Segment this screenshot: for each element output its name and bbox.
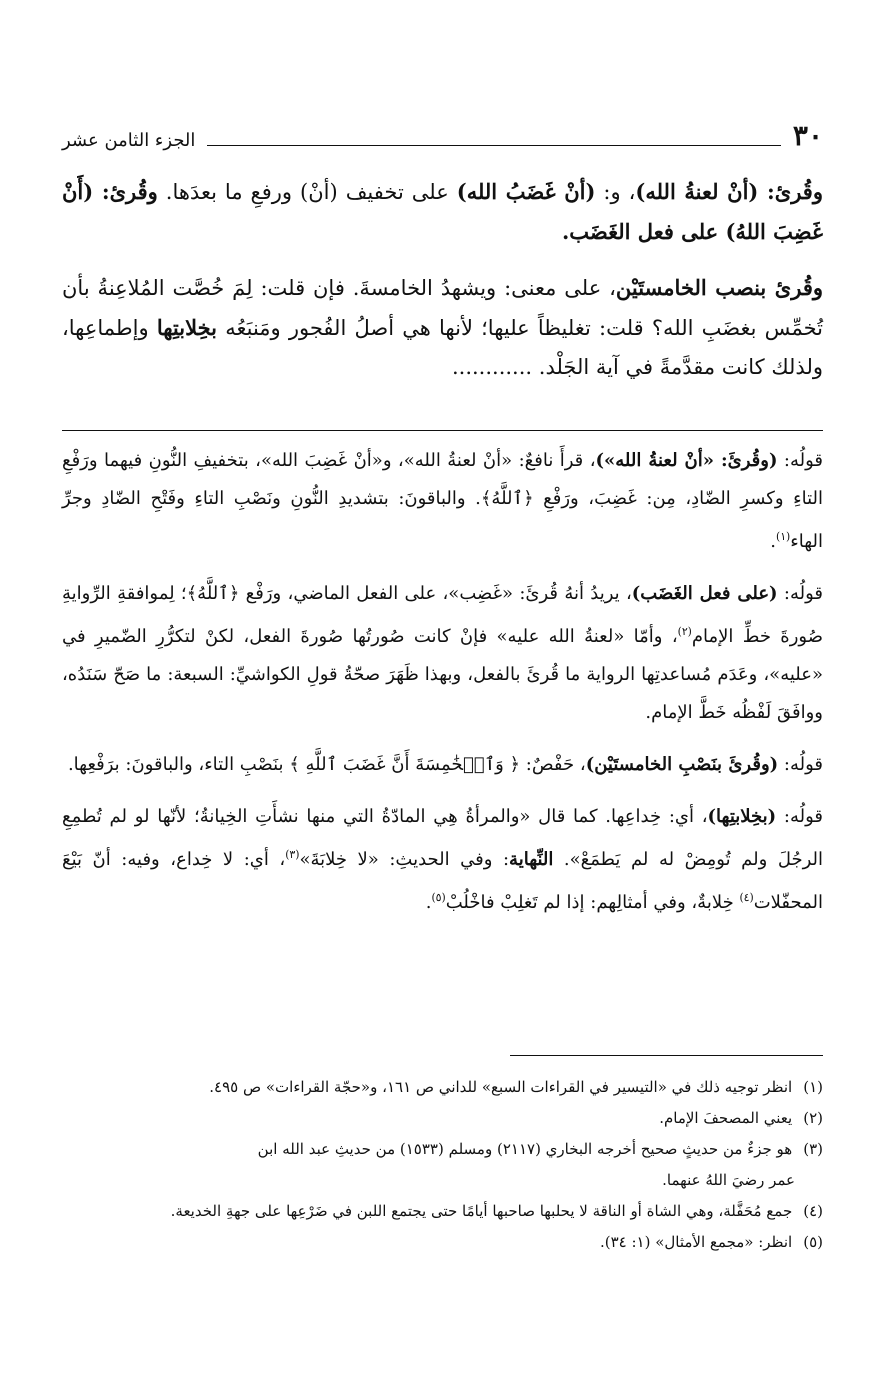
footnote-marker[interactable]: (٣) (285, 848, 300, 861)
bold-phrase: بخِلابتِها (156, 315, 218, 340)
footnote-text: يعني المصحفَ الإمام. (659, 1109, 793, 1127)
text-run: قولُه: (777, 450, 823, 471)
bold-phrase: (وقُرئَ: «أنْ لعنةُ الله») (595, 450, 778, 471)
footnote-number: (١) (803, 1078, 823, 1096)
text-run: قولُه: (776, 806, 823, 827)
text-run: ، و: (595, 180, 636, 204)
footnote-continuation (62, 1165, 823, 1196)
footnote (62, 1072, 823, 1103)
text-run: . (425, 892, 432, 913)
text-run: ، أي: لا خِداع، وفيه: أنّ بَيْعَ المحفّلات (62, 849, 823, 913)
commentary-paragraph (62, 746, 823, 784)
footnote-divider (510, 1055, 823, 1056)
text-run: ، قرأَ نافعٌ: «أنْ لعنةُ الله»، و«أنْ غَضِبَ الله»، بتخفيفِ النُّونِ فيهما ورَفْعِ التاءِ وكسرِ الضّادِ، مِن: غَضِبَ، ورَفْعِ ﴿ٱللَّهُ﴾. والباقونَ: بتشديدِ النُّونِ ونَصْبِ التاءِ وفَتْحِ الضّادِ وجرِّ الهاء (62, 450, 823, 552)
text-run: قولُه: (777, 583, 823, 604)
text-run: : وفي الحديثِ: «لا خِلابَةَ» (299, 849, 510, 870)
bold-phrase: وقُرئ: (758, 179, 823, 204)
bold-phrase: النِّهاية (509, 849, 554, 870)
bold-phrase: (أنْ غَضَبُ الله) (456, 179, 596, 204)
text-run: ، أي: خِداعِها. كما قال «والمرأةُ هِي المادّةُ التي منها نشأَتِ الخِيانةُ؛ لأنّها لو لم تُطمِعِ الرجُلَ ولم تُومِضْ له لم يَطمَعْ». (62, 806, 823, 870)
footnote-text: عمر رضيَ اللهُ عنهما. (662, 1171, 795, 1189)
text-commentary-divider (62, 430, 823, 431)
bold-phrase: (بخِلابتِها) (707, 806, 777, 827)
running-title: الجزء الثامن عشر (62, 130, 196, 151)
footnote (62, 1227, 823, 1258)
bold-phrase: (وقُرئَ بنَصْبِ الخامستَيْن) (585, 754, 779, 775)
text-run: قولُه: (778, 754, 823, 775)
bold-phrase: وقُرئ: (أَنْ غَضِبَ اللهُ) على فعل الغَضَب. (62, 179, 823, 244)
main-paragraph (62, 172, 823, 252)
bold-phrase: وقُرئ بنصب الخامستَيْن (615, 275, 824, 300)
footnote-text: جمع مُحَفَّلة، وهي الشاة أو الناقة لا يحلبها صاحبها أيامًا حتى يجتمع اللبن في ضَرْعِها على جهةِ الخديعة. (170, 1202, 793, 1220)
commentary-paragraph (62, 442, 823, 561)
bold-phrase: (على فعل الغَضَب) (631, 583, 778, 604)
footnote-text: هو جزءٌ من حديثٍ صحيح أخرجه البخاري (٢١١٧) ومسلم (١٥٣٣) من حديثِ عبد الله ابن (257, 1140, 793, 1158)
main-paragraph (62, 268, 823, 387)
header-rule (207, 145, 781, 146)
footnote-number: (٥) (803, 1233, 823, 1251)
main-text (62, 172, 823, 387)
text-run: وإطماعِها، ولذلك كانت مقدَّمةً في آية الجَلْد. (62, 316, 823, 379)
text-run: . (770, 531, 777, 552)
footnote-marker[interactable]: (٢) (677, 625, 692, 638)
commentary-paragraph (62, 575, 823, 732)
footnote (62, 1134, 823, 1165)
footnote-text: انظر توجيه ذلك في «التيسير في القراءات السبع» للداني ص ١٦١، و«حجّة القراءات» ص ٤٩٥. (209, 1078, 793, 1096)
text-run: ، وأمّا «لعنةُ الله عليه» فإنْ كانت صُورتُها صُورةَ الفعل، لكنْ لتكرُّرِ الضّميرِ في «عليه»، وعَدَم مُساعدتِها الرواية ما قُرئَ بالفعل، وبهذا ظَهَرَ صحّةُ قولِ الكواشيِّ: السبعة: ما صَحّ سَنَدُه، ووافَقَ لَفْظُه خَطَّ الإمام. (62, 626, 823, 723)
text-run: ، حَفْصٌ: ﴿ وَٱلۡخَٰمِسَةَ أَنَّ غَضَبَ ٱللَّهِ ﴾ بنَصْبِ التاء، والباقونَ: برَفْعِها. (67, 754, 586, 775)
footnote-number: (٤) (803, 1202, 823, 1220)
footnote-marker[interactable]: (٤) (739, 891, 754, 904)
footnote (62, 1103, 823, 1134)
page-header (62, 112, 823, 152)
footnote (62, 1196, 823, 1227)
commentary-paragraph (62, 798, 823, 922)
page-number: ٣٠ (792, 119, 823, 152)
text-run: خِلابةٌ، وفي أمثالِهم: إذا لم تَغلِبْ فاخْلُبْ (445, 892, 740, 913)
footnote-text: انظر: «مجمع الأمثال» (١: ٣٤). (599, 1233, 793, 1251)
text-run: على تخفيف (أنْ) ورفعِ ما بعدَها. (157, 180, 457, 204)
text-run: ، يريدُ أنهُ قُرئَ: «غَضِب»، على الفعل الماضي، ورَفْع ﴿ٱللَّهُ﴾؛ لِموافقةِ الرِّوايةِ صُورةَ خطِّ الإمام (62, 583, 823, 647)
footnote-number: (٣) (803, 1140, 823, 1158)
footnotes-section (62, 1072, 823, 1258)
footnote-marker[interactable]: (١) (776, 530, 791, 543)
text-run: ، على معنى: ويشهدُ الخامسةَ. فإن قلت: لِمَ خُصَّت المُلاعِنةُ بأن تُخمِّس بغضَبِ الله؟ قلت: تغليظاً عليها؛ لأنها هي أصلُ الفُجور ومَنبَعُه (62, 276, 823, 340)
commentary-section (62, 442, 823, 936)
footnote-marker[interactable]: (٥) (431, 891, 446, 904)
footnote-number: (٢) (803, 1109, 823, 1127)
bold-phrase: (أنْ لعنةُ الله) (635, 179, 759, 204)
dotted-leader: ............ (451, 355, 533, 379)
